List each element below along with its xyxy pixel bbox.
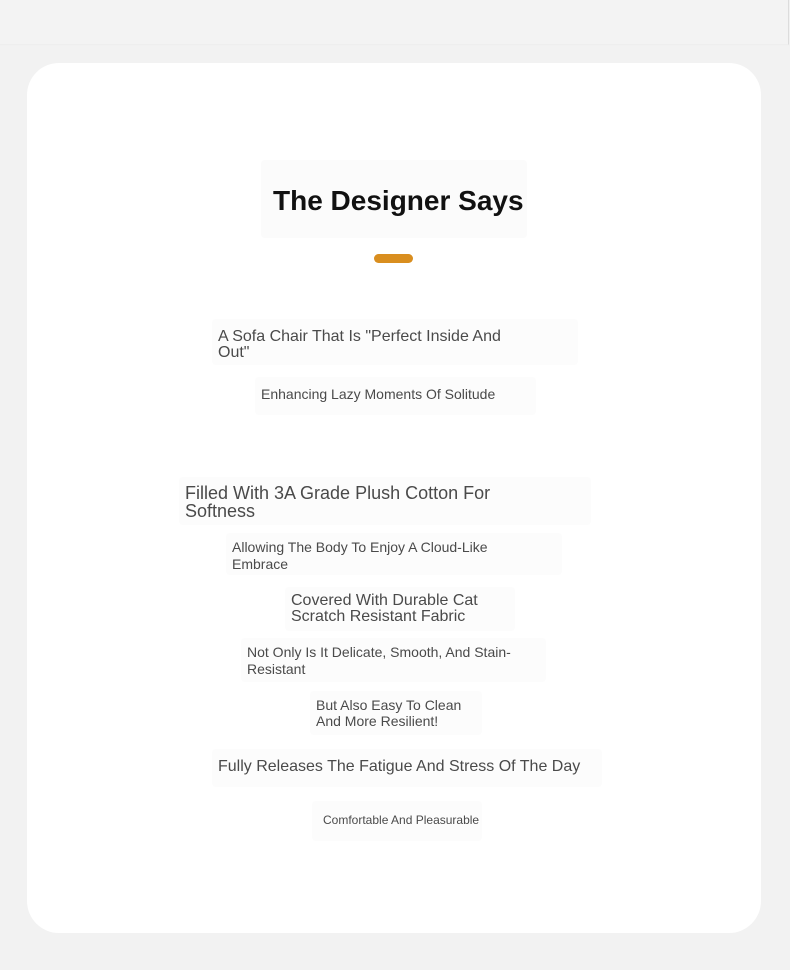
text-block-5	[285, 587, 515, 631]
text-line-3: Filled With 3A Grade Plush Cotton For Softness	[185, 483, 491, 521]
top-strip	[0, 0, 790, 46]
text-line-4: Allowing The Body To Enjoy A Cloud-Like Embrace	[232, 539, 488, 572]
text-block-3	[179, 477, 591, 525]
text-line-7: But Also Easy To Clean And More Resilient!	[316, 697, 462, 730]
page-title: The Designer Says	[273, 185, 524, 216]
title-block	[261, 160, 527, 238]
text-line-2: Enhancing Lazy Moments Of Solitude	[261, 386, 496, 402]
text-line-8: Fully Releases The Fatigue And Stress Of The Day	[218, 758, 581, 775]
text-block-9	[312, 801, 482, 841]
accent-divider	[374, 254, 413, 263]
text-line-1: A Sofa Chair That Is "Perfect Inside And Out"	[218, 328, 501, 361]
text-block-1	[212, 319, 578, 365]
top-strip-panel	[0, 0, 789, 45]
text-block-6	[241, 638, 546, 682]
text-block-8	[212, 749, 602, 787]
text-block-7	[310, 691, 482, 735]
text-line-9: Comfortable And Pleasurable	[323, 813, 480, 827]
text-line-6: Not Only Is It Delicate, Smooth, And Stain-Resistant	[247, 644, 511, 677]
text-block-4	[226, 533, 562, 575]
text-block-2	[255, 377, 536, 415]
text-line-5: Covered With Durable Cat Scratch Resistant Fabric	[291, 592, 478, 625]
